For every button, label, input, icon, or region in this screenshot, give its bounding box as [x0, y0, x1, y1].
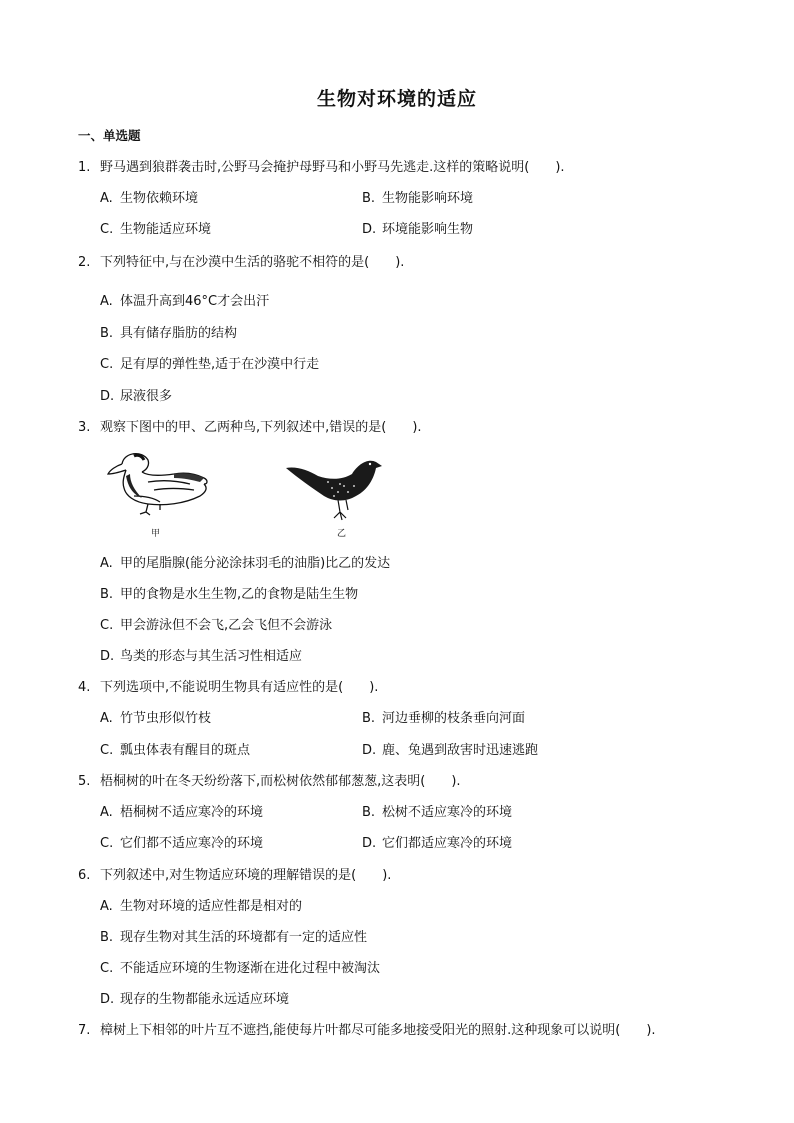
option-c: C. 不能适应环境的生物逐渐在进化过程中被淘汰 — [100, 961, 381, 976]
question-stem: 樟树上下相邻的叶片互不遮挡,能使每片叶都尽可能多地接受阳光的照射.这种现象可以说明( ). — [100, 1023, 656, 1038]
option-a: A. 体温升高到46°C才会出汗 — [100, 294, 270, 309]
question-3 — [78, 416, 738, 435]
question-stem: 下列叙述中,对生物适应环境的理解错误的是( ). — [100, 868, 392, 883]
option-c: C. 足有厚的弹性垫,适于在沙漠中行走 — [100, 357, 320, 372]
option-c: C. 甲会游泳但不会飞,乙会飞但不会游泳 — [100, 618, 333, 633]
question-stem: 观察下图中的甲、乙两种鸟,下列叙述中,错误的是( ). — [100, 420, 422, 435]
section-heading: 一、单选题 — [78, 128, 141, 143]
page-title: 生物对环境的适应 — [316, 88, 477, 110]
figure-label-jia: 甲 — [151, 529, 161, 539]
option-d: D. 环境能影响生物 — [362, 222, 474, 237]
option-a: A. 生物对环境的适应性都是相对的 — [100, 899, 303, 914]
question-number: 4. — [78, 680, 91, 695]
question-6 — [78, 864, 738, 883]
question-stem: 梧桐树的叶在冬天纷纷落下,而松树依然郁郁葱葱,这表明( ). — [100, 774, 461, 789]
question-stem: 野马遇到狼群袭击时,公野马会掩护母野马和小野马先逃走.这样的策略说明( ). — [100, 160, 565, 175]
option-d: D. 尿液很多 — [100, 389, 173, 404]
question-stem: 下列选项中,不能说明生物具有适应性的是( ). — [100, 680, 379, 695]
option-b: B. 具有储存脂肪的结构 — [100, 326, 238, 341]
option-c: C. 瓢虫体表有醒目的斑点 — [100, 743, 251, 758]
option-d: D. 鹿、兔遇到敌害时迅速逃跑 — [362, 743, 539, 758]
question-1 — [78, 156, 738, 175]
option-a: A. 竹节虫形似竹枝 — [100, 711, 212, 726]
question-7 — [78, 1019, 738, 1038]
question-number: 5. — [78, 774, 91, 789]
option-a: A. 梧桐树不适应寒冷的环境 — [100, 805, 264, 820]
question-stem: 下列特征中,与在沙漠中生活的骆驼不相符的是( ). — [100, 255, 405, 270]
option-b: B. 河边垂柳的枝条垂向河面 — [362, 711, 526, 726]
question-5 — [78, 770, 738, 789]
option-c: C. 它们都不适应寒冷的环境 — [100, 836, 264, 851]
question-number: 1. — [78, 160, 91, 175]
option-a: A. 生物依赖环境 — [100, 191, 199, 206]
option-a: A. 甲的尾脂腺(能分泌涂抹羽毛的油脂)比乙的发达 — [100, 556, 391, 571]
bird-figure — [282, 450, 392, 526]
option-d: D. 它们都适应寒冷的环境 — [362, 836, 513, 851]
option-d: D. 鸟类的形态与其生活习性相适应 — [100, 649, 303, 664]
option-b: B. 甲的食物是水生生物,乙的食物是陆生生物 — [100, 587, 359, 602]
option-b: B. 现存生物对其生活的环境都有一定的适应性 — [100, 930, 368, 945]
question-4 — [78, 676, 738, 695]
question-2 — [78, 251, 738, 270]
figure-label-yi: 乙 — [337, 529, 347, 539]
question-number: 2. — [78, 255, 91, 270]
question-number: 7. — [78, 1023, 91, 1038]
question-number: 3. — [78, 420, 91, 435]
option-b: B. 松树不适应寒冷的环境 — [362, 805, 513, 820]
question-number: 6. — [78, 868, 91, 883]
duck-figure — [104, 446, 214, 526]
option-d: D. 现存的生物都能永远适应环境 — [100, 992, 290, 1007]
option-c: C. 生物能适应环境 — [100, 222, 212, 237]
option-b: B. 生物能影响环境 — [362, 191, 474, 206]
